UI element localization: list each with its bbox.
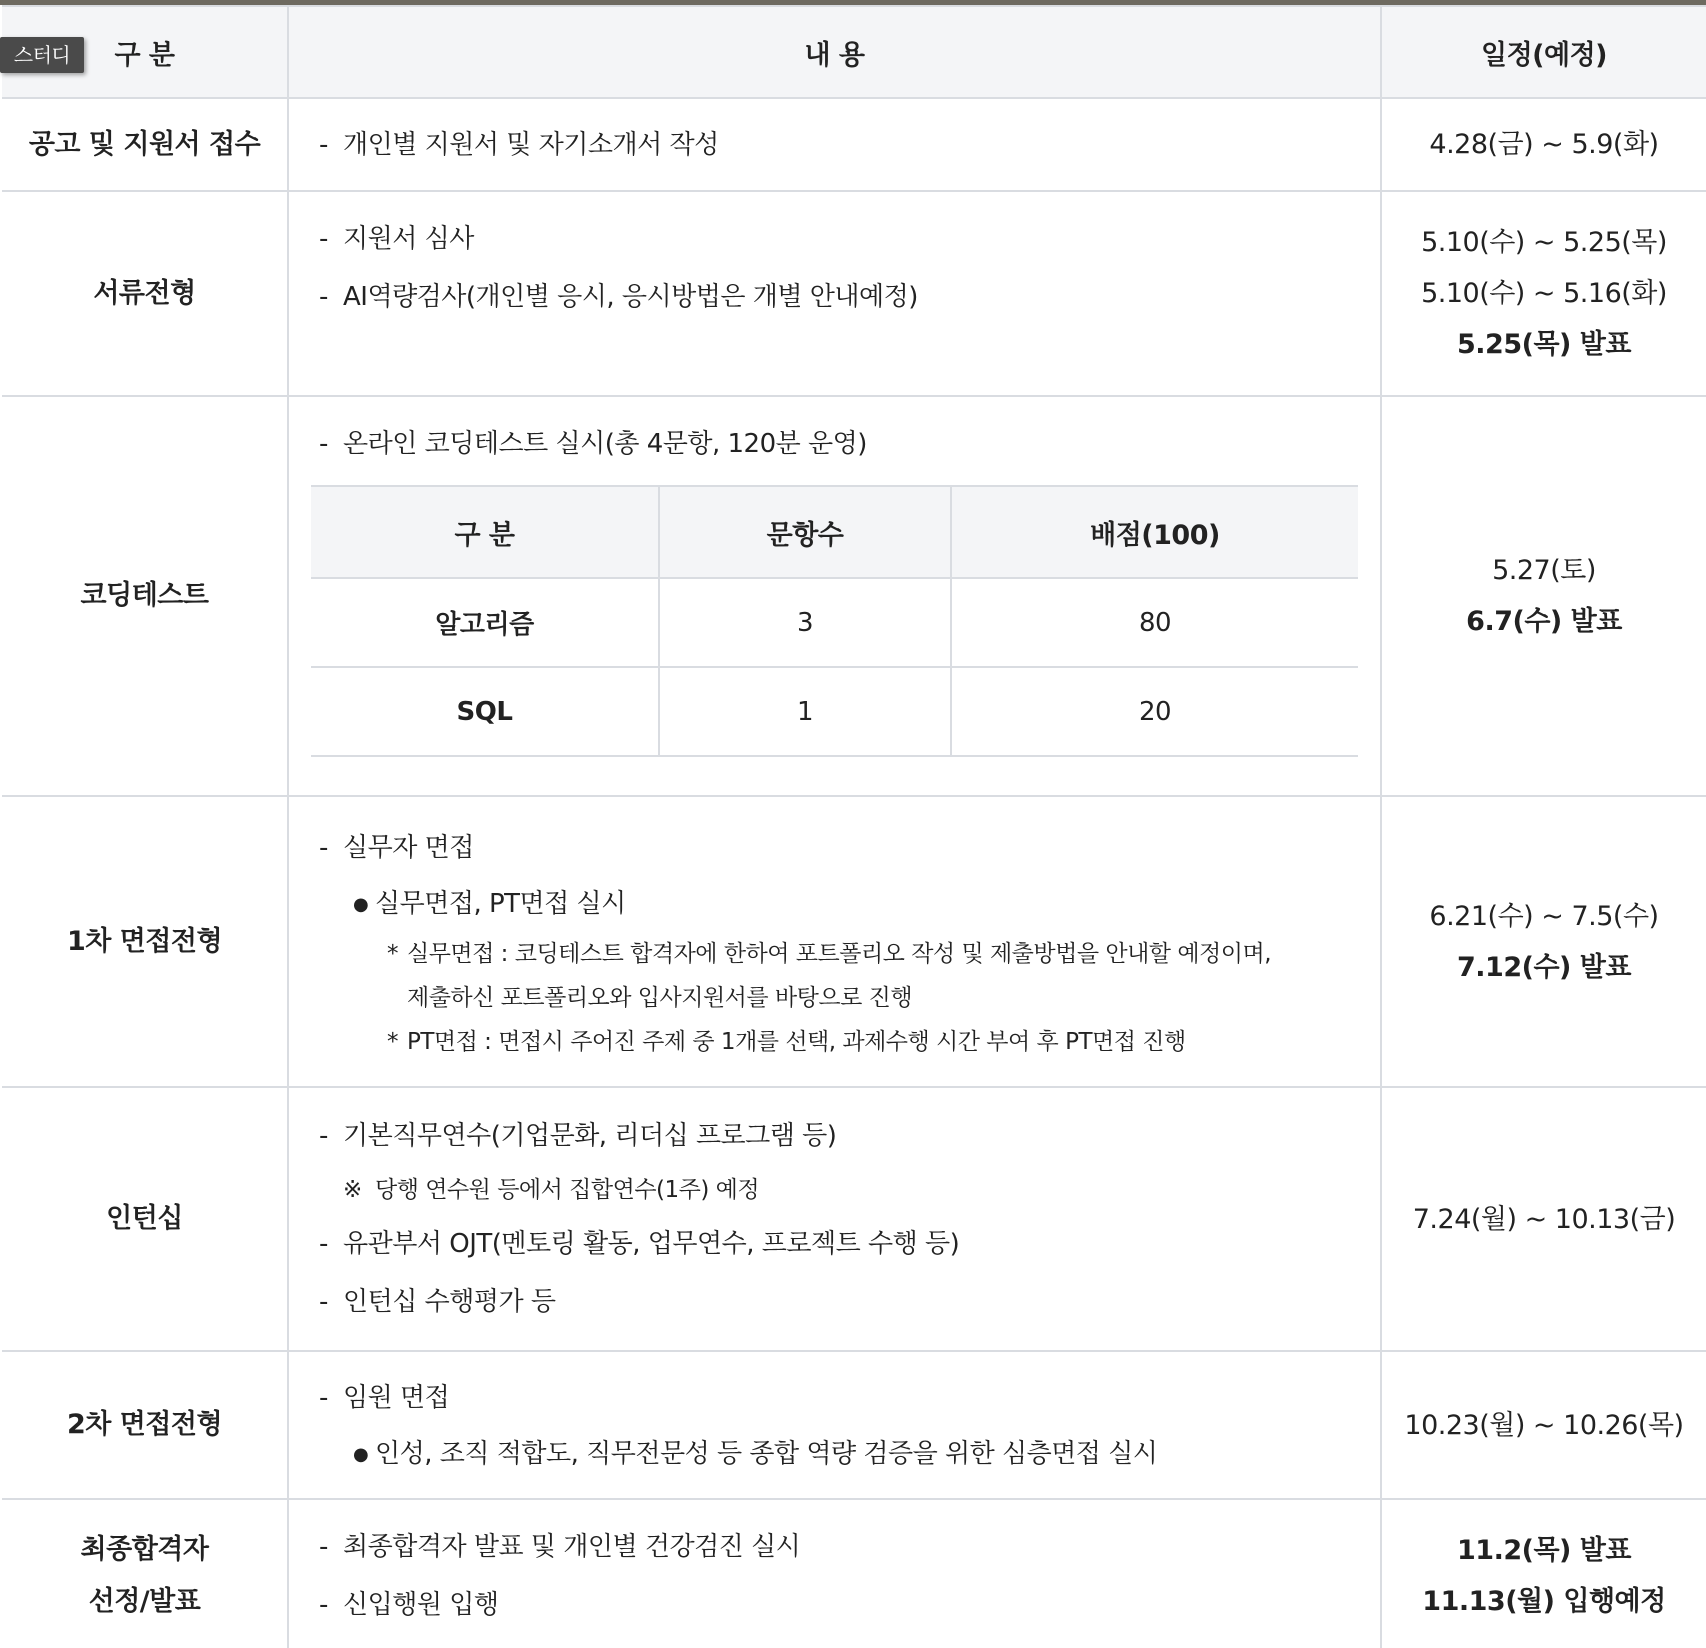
content-item: - 인턴십 수행평가 등 bbox=[319, 1287, 556, 1317]
schedule-cell bbox=[1381, 1351, 1706, 1499]
inner-row bbox=[311, 578, 1358, 667]
schedule-line: 6.21(수) ~ 7.5(수) bbox=[1429, 900, 1659, 932]
header-content: 내 용 bbox=[288, 6, 1381, 98]
content-item: - 지원서 심사 bbox=[319, 224, 474, 254]
schedule-line: 10.23(월) ~ 10.26(목) bbox=[1404, 1409, 1684, 1441]
study-badge[interactable]: 스터디 bbox=[0, 37, 84, 73]
schedule-announcement: 6.7(수) 발표 bbox=[1466, 606, 1622, 637]
schedule-announcement: 7.12(수) 발표 bbox=[1457, 951, 1631, 983]
content-item: - 실무자 면접 bbox=[319, 833, 474, 863]
inner-row bbox=[311, 667, 1358, 756]
inner-header: 배점(100) bbox=[951, 486, 1358, 578]
schedule-cell bbox=[1381, 1087, 1706, 1351]
schedule-cell bbox=[1381, 796, 1706, 1087]
header-category: 구 분 bbox=[2, 6, 288, 98]
row-document-screening bbox=[2, 191, 1706, 396]
category-line: 최종합격자 bbox=[80, 1533, 209, 1565]
content-cell bbox=[288, 98, 1381, 191]
category-cell bbox=[2, 1499, 288, 1648]
inner-cell: SQL bbox=[311, 667, 659, 756]
inner-header-row bbox=[311, 486, 1358, 578]
category-cell: 코딩테스트 bbox=[2, 396, 288, 796]
category-cell: 1차 면접전형 bbox=[2, 796, 288, 1087]
schedule-line: 4.28(금) ~ 5.9(화) bbox=[1429, 129, 1659, 160]
content-item: - 최종합격자 발표 및 개인별 건강검진 실시 bbox=[319, 1531, 801, 1562]
header-row bbox=[2, 6, 1706, 98]
category-line: 선정/발표 bbox=[88, 1585, 201, 1617]
row-second-interview bbox=[2, 1351, 1706, 1499]
content-cell bbox=[288, 1351, 1381, 1499]
content-reference-note: ※ 당행 연수원 등에서 집합연수(1주) 예정 bbox=[343, 1177, 760, 1203]
content-item: - 임원 면접 bbox=[319, 1382, 450, 1413]
schedule-cell bbox=[1381, 191, 1706, 396]
row-application bbox=[2, 98, 1706, 191]
inner-header: 구 분 bbox=[311, 486, 659, 578]
schedule-cell bbox=[1381, 1499, 1706, 1648]
content-cell bbox=[288, 1087, 1381, 1351]
content-item: - AI역량검사(개인별 응시, 응시방법은 개별 안내예정) bbox=[319, 282, 918, 312]
inner-cell: 20 bbox=[951, 667, 1358, 756]
schedule-line: 5.10(수) ~ 5.25(목) bbox=[1421, 227, 1667, 258]
inner-header: 문항수 bbox=[659, 486, 951, 578]
content-subitem: ● 실무면접, PT면접 실시 bbox=[353, 889, 626, 919]
inner-cell: 3 bbox=[659, 578, 951, 667]
row-internship bbox=[2, 1087, 1706, 1351]
schedule-line: 5.27(토) bbox=[1492, 555, 1596, 586]
schedule-line: 7.24(월) ~ 10.13(금) bbox=[1412, 1203, 1676, 1235]
content-subitem: ● 인성, 조직 적합도, 직무전문성 등 종합 역량 검증을 위한 심층면접 실시 bbox=[353, 1438, 1158, 1469]
category-cell: 공고 및 지원서 접수 bbox=[2, 98, 288, 191]
schedule-cell bbox=[1381, 98, 1706, 191]
row-final-selection bbox=[2, 1499, 1706, 1648]
content-note: * PT면접 : 면접시 주어진 주제 중 1개를 선택, 과제수행 시간 부여 후 PT면접 진행 bbox=[387, 1029, 1186, 1055]
category-cell: 서류전형 bbox=[2, 191, 288, 396]
category-cell: 인턴십 bbox=[2, 1087, 288, 1351]
recruitment-schedule-table bbox=[2, 5, 1706, 1648]
coding-test-table bbox=[311, 485, 1358, 757]
inner-cell: 80 bbox=[951, 578, 1358, 667]
inner-cell: 1 bbox=[659, 667, 951, 756]
schedule-announcement: 11.13(월) 입행예정 bbox=[1422, 1585, 1666, 1617]
schedule-line: 5.10(수) ~ 5.16(화) bbox=[1421, 278, 1667, 309]
row-first-interview bbox=[2, 796, 1706, 1087]
content-item: - 개인별 지원서 및 자기소개서 작성 bbox=[319, 129, 719, 160]
row-coding-test bbox=[2, 396, 1706, 796]
header-schedule: 일정(예정) bbox=[1381, 6, 1706, 98]
content-note-continued: 제출하신 포트폴리오와 입사지원서를 바탕으로 진행 bbox=[407, 985, 913, 1011]
content-item: - 온라인 코딩테스트 실시(총 4문항, 120분 운영) bbox=[319, 429, 867, 459]
content-item: - 신입행원 입행 bbox=[319, 1589, 499, 1620]
inner-cell: 알고리즘 bbox=[311, 578, 659, 667]
content-item: - 기본직무연수(기업문화, 리더십 프로그램 등) bbox=[319, 1121, 837, 1151]
schedule-announcement: 5.25(목) 발표 bbox=[1457, 329, 1631, 360]
category-cell: 2차 면접전형 bbox=[2, 1351, 288, 1499]
content-cell bbox=[288, 796, 1381, 1087]
schedule-announcement: 11.2(목) 발표 bbox=[1457, 1534, 1631, 1566]
content-cell bbox=[288, 191, 1381, 396]
content-cell bbox=[288, 396, 1381, 796]
schedule-cell bbox=[1381, 396, 1706, 796]
content-cell bbox=[288, 1499, 1381, 1648]
content-item: - 유관부서 OJT(멘토링 활동, 업무연수, 프로젝트 수행 등) bbox=[319, 1229, 960, 1259]
content-note: * 실무면접 : 코딩테스트 합격자에 한하여 포트폴리오 작성 및 제출방법을 안내할 예정이며, bbox=[387, 941, 1272, 967]
